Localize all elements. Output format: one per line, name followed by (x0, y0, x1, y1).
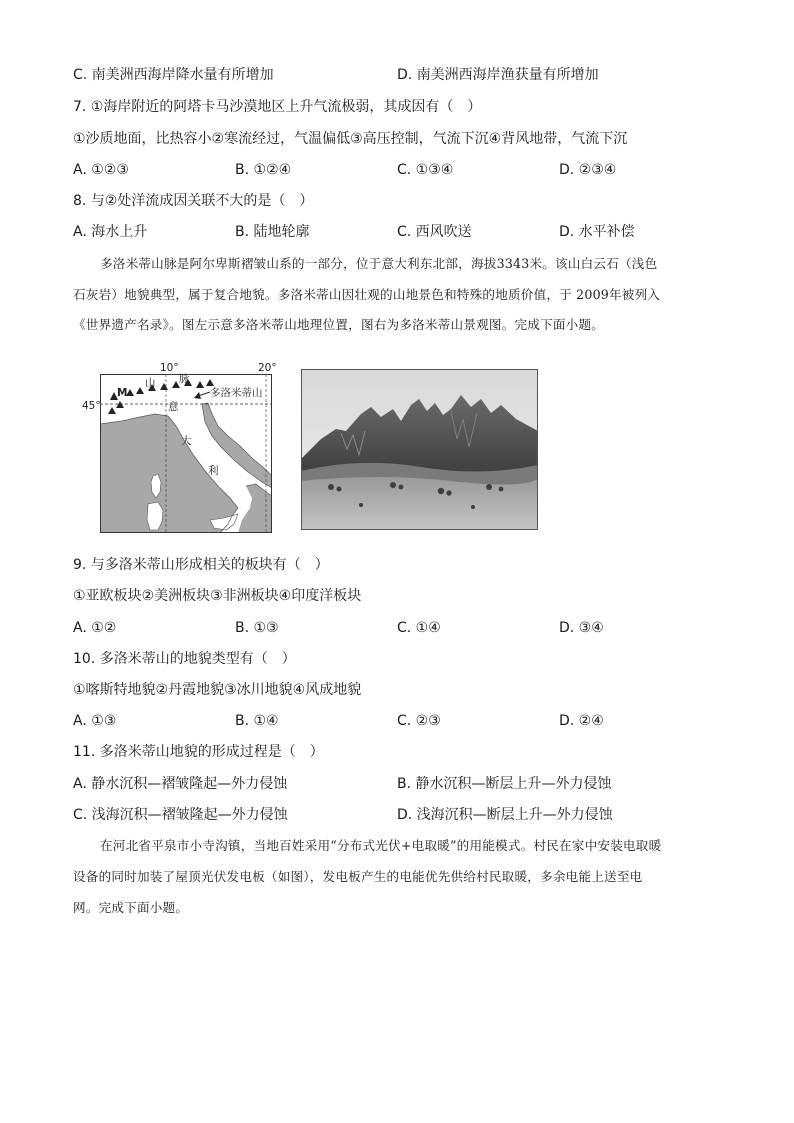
q11-option-a: A. 静水沉积—褶皱隆起—外力侵蚀 (73, 776, 288, 792)
photo-svg (301, 369, 538, 530)
q7-stem: 7. ①海岸附近的阿塔卡马沙漠地区上升气流极弱，其成因有（ ） (73, 99, 482, 115)
q8-option-c: C. 西风吹送 (397, 224, 472, 240)
q8-option-b: B. 陆地轮廓 (235, 224, 310, 240)
label-yi: 意 (168, 401, 179, 413)
label-da: 大 (181, 435, 192, 447)
q7-option-c: C. ①③④ (397, 162, 454, 178)
q9-statements: ①亚欧板块②美洲板块③非洲板块④印度洋板块 (73, 588, 362, 604)
q11-stem: 11. 多洛米蒂山地貌的形成过程是（ ） (73, 744, 324, 760)
q9-stem: 9. 与多洛米蒂山形成相关的板块有（ ） (73, 557, 329, 573)
label-lon-20: 20° (258, 362, 277, 374)
label-dolomites: 多洛米蒂山 (210, 387, 263, 399)
q10-option-c: C. ②③ (397, 713, 441, 729)
label-li: 利 (208, 465, 219, 477)
q8-option-a: A. 海水上升 (73, 224, 148, 240)
label-mai: 脉 (179, 373, 190, 385)
q10-option-a: A. ①③ (73, 713, 117, 729)
q8-option-d: D. 水平补偿 (559, 224, 635, 240)
q11-option-b: B. 静水沉积—断层上升—外力侵蚀 (397, 776, 612, 792)
q6-option-d: D. 南美洲西海岸渔获量有所增加 (397, 67, 599, 83)
q10-option-b: B. ①④ (235, 713, 279, 729)
meadow (301, 477, 538, 530)
label-lat-45: 45° (82, 400, 101, 412)
label-m: M (117, 387, 128, 399)
q11-option-c: C. 浅海沉积—褶皱隆起—外力侵蚀 (73, 807, 288, 823)
q6-option-c: C. 南美洲西海岸降水量有所增加 (73, 67, 274, 83)
q7-option-b: B. ①②④ (235, 162, 292, 178)
q10-option-d: D. ②④ (559, 713, 604, 729)
dolomites-landscape-photo (301, 369, 538, 530)
label-lon-10: 10° (160, 362, 179, 374)
passage2-line-2: 设备的同时加装了屋顶光伏发电板（如图），发电板产生的电能优先供给村民取暖，多余电能上送至电 (73, 869, 643, 884)
passage1-line-3: 《世界遗产名录》。图左示意多洛米蒂山地理位置，图右为多洛米蒂山景观图。完成下面小题。 (73, 317, 605, 332)
passage2-line-3: 网。完成下面小题。 (73, 900, 189, 915)
q10-stem: 10. 多洛米蒂山的地貌类型有（ ） (73, 651, 296, 667)
passage1-line-1: 多洛米蒂山脉是阿尔卑斯褶皱山系的一部分，位于意大利东北部，海拔3343米。该山白云石（浅色 (100, 256, 658, 271)
passage2-line-1: 在河北省平泉市小寺沟镇，当地百姓采用“分布式光伏+电取暖”的用能模式。村民在家中安装电取暖 (100, 838, 662, 853)
q10-statements: ①喀斯特地貌②丹霞地貌③冰川地貌④风成地貌 (73, 682, 362, 698)
q7-option-a: A. ①②③ (73, 162, 129, 178)
q9-option-c: C. ①④ (397, 620, 441, 636)
q11-option-d: D. 浅海沉积—断层上升—外力侵蚀 (397, 807, 613, 823)
q7-option-d: D. ②③④ (559, 162, 617, 178)
passage1-line-2: 石灰岩）地貌典型，属于复合地貌。多洛米蒂山因壮观的山地景色和特殊的地质价值，于 2009年被列入 (73, 287, 661, 302)
q8-stem: 8. 与②处洋流成因关联不大的是（ ） (73, 193, 314, 209)
label-shan: 山 (145, 377, 156, 389)
q9-option-b: B. ①③ (235, 620, 279, 636)
q9-option-a: A. ①② (73, 620, 117, 636)
q7-statements: ①沙质地面，比热容小②寒流经过，气温偏低③高压控制，气流下沉④背风地带，气流下沉 (73, 131, 628, 147)
q9-option-d: D. ③④ (559, 620, 604, 636)
